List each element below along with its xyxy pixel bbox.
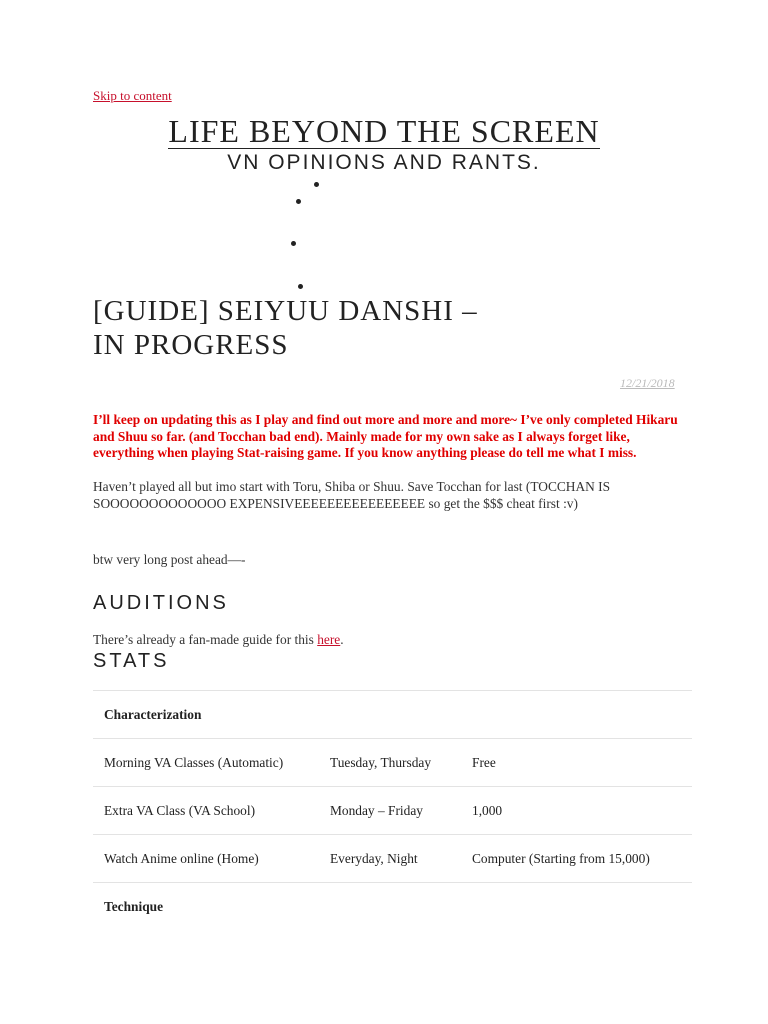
stats-heading: STATS xyxy=(93,650,170,672)
menu-bullet[interactable] xyxy=(291,241,296,246)
table-row xyxy=(93,835,692,883)
schedule-cell: Tuesday, Thursday xyxy=(319,739,461,787)
auditions-text: There’s already a fan-made guide for this xyxy=(93,632,318,647)
fan-guide-link[interactable]: here xyxy=(317,632,341,647)
menu-bullet[interactable] xyxy=(298,284,303,289)
activity-cell: Morning VA Classes (Automatic) xyxy=(93,739,319,787)
site-title-wrapper xyxy=(0,114,768,149)
stats-table xyxy=(93,690,692,930)
cost-cell: Computer (Starting from 15,000) xyxy=(461,835,692,883)
table-row xyxy=(93,883,692,931)
menu-bullet[interactable] xyxy=(296,199,301,204)
site-title[interactable]: LIFE BEYOND THE SCREEN xyxy=(168,113,600,149)
intro-paragraph: Haven’t played all but imo start with Toru, Shiba or Shuu. Save Tocchan for last (TOCCHAN IS SOOOOOOOOOOOOO EXPENSIVEEEEEEEEEEEEEEEE so get the $$$ cheat first :v) xyxy=(93,479,611,511)
category-characterization: Characterization xyxy=(93,691,692,739)
intro-note: I’ll keep on updating this as I play and find out more and more and more~ I’ve only completed Hikaru and Shuu so far. (and Tocchan bad end). Mainly made for my own sake as I always forget like, everything when playing Stat-raising game. If you know anything please do tell me what I miss. xyxy=(93,412,678,460)
auditions-period: . xyxy=(340,632,344,647)
skip-to-content-link[interactable]: Skip to content xyxy=(93,88,172,103)
post-title-line1: [GUIDE] SEIYUU DANSHI – xyxy=(93,295,478,327)
activity-cell: Extra VA Class (VA School) xyxy=(93,787,319,835)
post-title xyxy=(93,294,478,362)
auditions-heading: AUDITIONS xyxy=(93,592,229,614)
menu-bullet[interactable] xyxy=(314,182,319,187)
table-row xyxy=(93,787,692,835)
category-technique: Technique xyxy=(93,883,692,931)
schedule-cell: Everyday, Night xyxy=(319,835,461,883)
long-post-note: btw very long post ahead—- xyxy=(93,552,246,567)
post-date-link[interactable]: 12/21/2018 xyxy=(620,376,675,390)
table-row xyxy=(93,739,692,787)
cost-cell: 1,000 xyxy=(461,787,692,835)
post-title-line2: IN PROGRESS xyxy=(93,329,289,361)
cost-cell: Free xyxy=(461,739,692,787)
schedule-cell: Monday – Friday xyxy=(319,787,461,835)
site-tagline: VN OPINIONS AND RANTS. xyxy=(227,151,541,174)
auditions-paragraph xyxy=(93,632,683,649)
table-row xyxy=(93,691,692,739)
activity-cell: Watch Anime online (Home) xyxy=(93,835,319,883)
